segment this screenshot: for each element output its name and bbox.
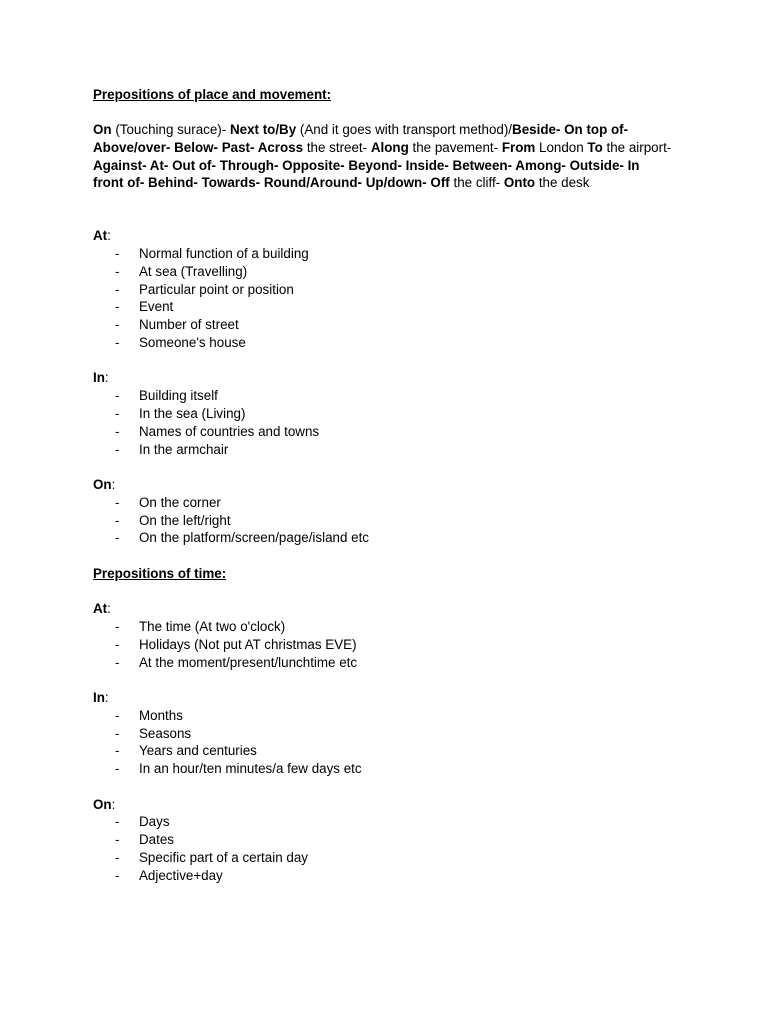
- section-label: On: [93, 476, 112, 492]
- place-heading: Prepositions of place and movement:: [93, 87, 332, 102]
- dash-bullet: -: [115, 441, 120, 457]
- dash-bullet: -: [115, 334, 120, 350]
- list-item: [93, 512, 673, 530]
- list-item: [93, 423, 673, 441]
- section-at: [93, 227, 673, 352]
- list-item: [93, 725, 673, 743]
- dash-bullet: -: [115, 761, 120, 777]
- bullet-list: [93, 387, 673, 458]
- bold-preposition: Next to/By: [229, 122, 297, 137]
- section-label: On: [93, 796, 112, 812]
- list-item-text: Number of street: [139, 317, 239, 333]
- bold-preposition: Along: [370, 139, 409, 155]
- dash-bullet: -: [115, 654, 120, 670]
- bullet-list: [93, 707, 673, 778]
- list-item-text: Specific part of a certain day: [139, 850, 308, 866]
- bullet-list: [93, 245, 673, 352]
- bold-preposition: To: [587, 139, 603, 155]
- section-label: At: [93, 601, 108, 617]
- dash-bullet: -: [115, 263, 120, 279]
- list-item-text: Event: [139, 299, 174, 315]
- list-item-text: Holidays (Not put AT christmas EVE): [139, 636, 357, 652]
- list-item-text: Seasons: [139, 725, 192, 741]
- document-page: [93, 86, 673, 885]
- list-item: [93, 529, 673, 547]
- intro-text: (Touching surace)-: [111, 122, 230, 137]
- list-item-text: Days: [139, 814, 170, 830]
- section-colon: :: [111, 796, 116, 812]
- dash-bullet: -: [115, 423, 120, 439]
- place-intro-paragraph: [93, 121, 673, 192]
- list-item-text: On the platform/screen/page/island etc: [139, 530, 370, 546]
- dash-bullet: -: [115, 832, 120, 848]
- dash-bullet: -: [115, 636, 120, 652]
- section-at: [93, 600, 673, 671]
- list-item: [93, 387, 673, 405]
- section-on: [93, 476, 673, 547]
- list-item: [93, 831, 673, 849]
- list-item: [93, 867, 673, 885]
- list-item-text: In an hour/ten minutes/a few days etc: [139, 761, 362, 777]
- list-item: [93, 245, 673, 263]
- list-item-text: Years and centuries: [139, 743, 257, 759]
- dash-bullet: -: [115, 867, 120, 883]
- dash-bullet: -: [115, 850, 120, 866]
- list-item-text: At the moment/present/lunchtime etc: [139, 654, 358, 670]
- list-item: [93, 707, 673, 725]
- list-item: [93, 334, 673, 352]
- dash-bullet: -: [115, 725, 120, 741]
- dash-bullet: -: [115, 512, 120, 528]
- list-item: [93, 316, 673, 334]
- bullet-list: [93, 494, 673, 547]
- intro-text: the airport-: [602, 139, 672, 155]
- bold-preposition: Beside- On top of- Above/over- Below- Past- Across: [93, 122, 629, 155]
- list-item-text: Building itself: [139, 388, 218, 404]
- section-title: [93, 227, 673, 245]
- list-item: [93, 281, 673, 299]
- section-colon: :: [107, 601, 111, 617]
- list-item: [93, 760, 673, 778]
- list-item-text: Normal function of a building: [139, 245, 309, 261]
- intro-text: London: [535, 139, 588, 155]
- list-item: [93, 405, 673, 423]
- list-item-text: Names of countries and towns: [139, 423, 320, 439]
- section-on: [93, 796, 673, 885]
- list-item-text: Adjective+day: [139, 867, 223, 883]
- section-label: In: [93, 690, 105, 706]
- list-item: [93, 618, 673, 636]
- list-item-text: On the left/right: [139, 512, 231, 528]
- dash-bullet: -: [115, 388, 120, 404]
- section-colon: :: [111, 476, 116, 492]
- section-colon: :: [107, 228, 111, 244]
- section-title: [93, 600, 673, 618]
- list-item-text: Dates: [139, 832, 174, 848]
- list-item: [93, 636, 673, 654]
- bold-preposition: On: [93, 122, 112, 137]
- dash-bullet: -: [115, 317, 120, 333]
- list-item-text: The time (At two o'clock): [139, 619, 286, 635]
- bullet-list: [93, 813, 673, 884]
- list-item: [93, 263, 673, 281]
- intro-text: the desk: [535, 175, 590, 191]
- dash-bullet: -: [115, 281, 120, 297]
- section-colon: :: [104, 690, 109, 706]
- list-item: [93, 742, 673, 760]
- list-item-text: On the corner: [139, 494, 221, 510]
- intro-text: the cliff-: [449, 175, 504, 191]
- time-sections: [93, 600, 673, 884]
- list-item-text: In the armchair: [139, 441, 229, 457]
- dash-bullet: -: [115, 743, 120, 759]
- list-item-text: In the sea (Living): [139, 405, 246, 421]
- place-sections: [93, 227, 673, 547]
- dash-bullet: -: [115, 530, 120, 546]
- bold-preposition: Against- At- Out of- Through- Opposite- Beyond- Inside- Between- Among- Outside- In front of- Behind- Towards- Round/Around- Up/down- Off: [93, 157, 640, 191]
- list-item-text: At sea (Travelling): [139, 263, 248, 279]
- list-item: [93, 654, 673, 672]
- section-colon: :: [104, 370, 109, 386]
- section-title: [93, 689, 673, 707]
- list-item: [93, 813, 673, 831]
- dash-bullet: -: [115, 299, 120, 315]
- dash-bullet: -: [115, 405, 120, 421]
- dash-bullet: -: [115, 619, 120, 635]
- intro-text: the street-: [303, 139, 371, 155]
- dash-bullet: -: [115, 494, 120, 510]
- list-item-text: Months: [139, 707, 183, 723]
- list-item-text: Particular point or position: [139, 281, 294, 297]
- section-title: [93, 796, 673, 814]
- bold-preposition: Onto: [503, 175, 536, 191]
- bullet-list: [93, 618, 673, 671]
- section-title: [93, 476, 673, 494]
- list-item: [93, 298, 673, 316]
- bold-preposition: From: [501, 139, 536, 155]
- section-in: [93, 369, 673, 458]
- section-label: In: [93, 370, 105, 386]
- dash-bullet: -: [115, 707, 120, 723]
- intro-text: the pavement-: [408, 139, 502, 155]
- section-in: [93, 689, 673, 778]
- list-item-text: Someone's house: [139, 334, 246, 350]
- dash-bullet: -: [115, 814, 120, 830]
- section-label: At: [93, 228, 108, 244]
- list-item: [93, 441, 673, 459]
- section-title: [93, 369, 673, 387]
- dash-bullet: -: [115, 245, 120, 261]
- time-heading: Prepositions of time:: [93, 565, 227, 581]
- list-item: [93, 494, 673, 512]
- intro-text: (And it goes with transport method)/: [296, 122, 513, 137]
- list-item: [93, 849, 673, 867]
